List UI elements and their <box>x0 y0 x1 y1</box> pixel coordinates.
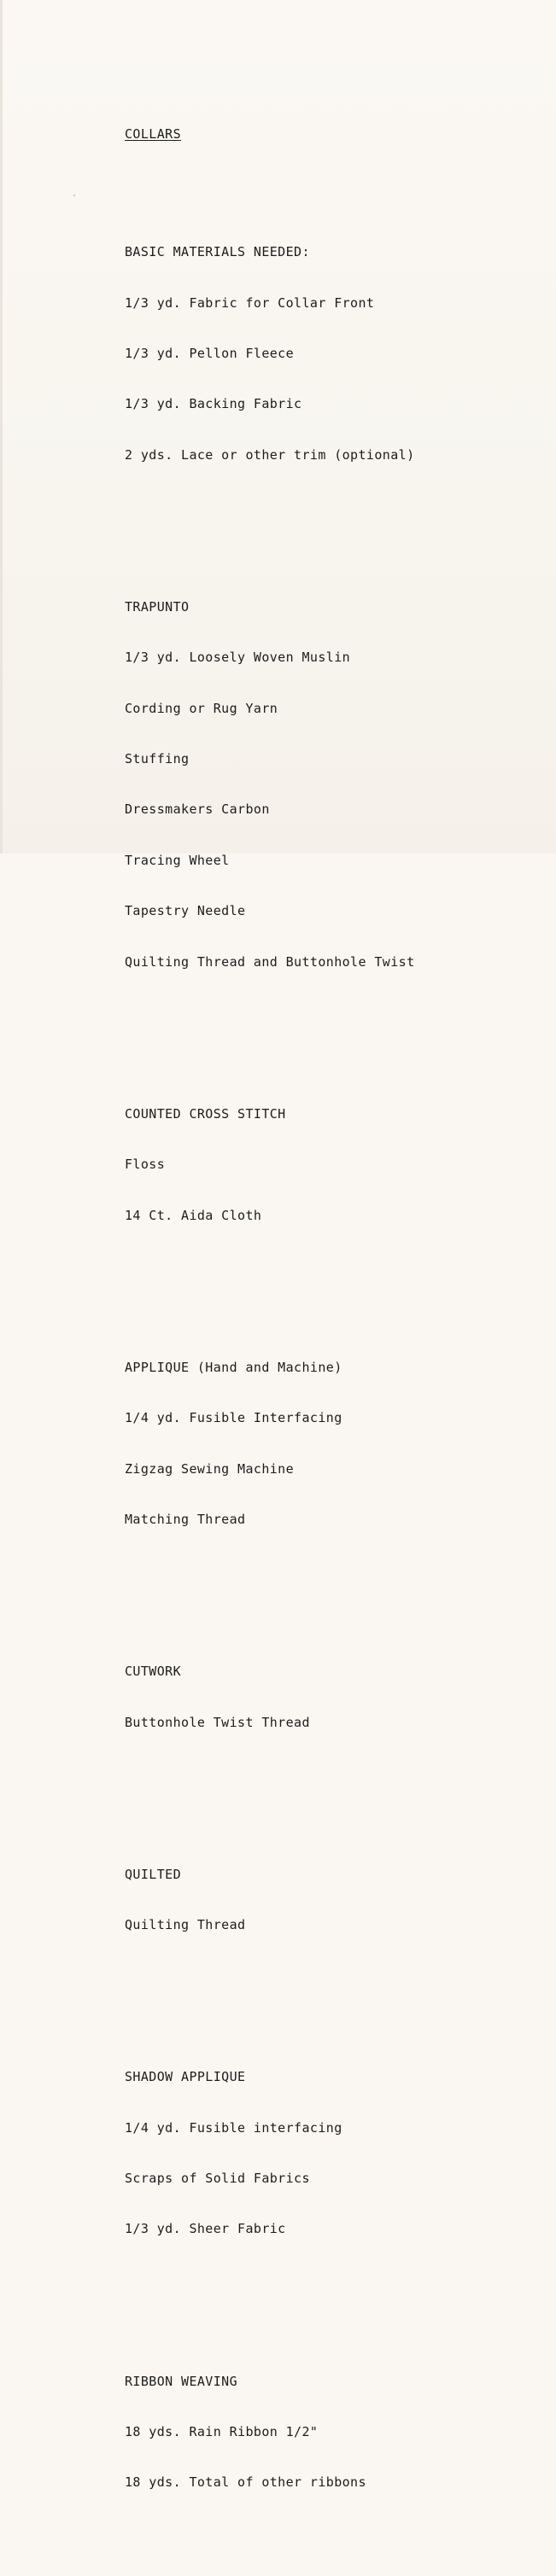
list-item: 2 yds. Lace or other trim (optional) <box>125 446 415 463</box>
list-item: 18 yds. Total of other ribbons <box>125 2474 366 2491</box>
list-item: Stuffing <box>125 751 190 767</box>
list-item: Matching Thread <box>125 1511 246 1527</box>
document-body <box>125 92 543 2576</box>
section-heading: QUILTED <box>125 1866 182 1882</box>
page-edge-shadow <box>0 0 3 854</box>
list-item: 1/3 yd. Pellon Fleece <box>125 345 295 361</box>
list-item: Quilting Thread <box>125 1917 246 1933</box>
section-basic-materials <box>125 211 543 498</box>
section-trapunto <box>125 565 543 1005</box>
section-heading: RIBBON WEAVING <box>125 2373 238 2389</box>
list-item: Tapestry Needle <box>125 903 246 919</box>
list-item: Zigzag Sewing Machine <box>125 1460 295 1477</box>
list-item: Tracing Wheel <box>125 852 230 868</box>
section-heading: CUTWORK <box>125 1664 182 1680</box>
section-applique <box>125 1326 543 1562</box>
section-quilted <box>125 1833 543 1967</box>
list-item: 1/3 yd. Loosely Woven Muslin <box>125 650 351 666</box>
section-heading: SHADOW APPLIQUE <box>125 2069 246 2085</box>
list-item: 14 Ct. Aida Cloth <box>125 1207 262 1223</box>
list-item: Quilting Thread and Buttonhole Twist <box>125 953 415 970</box>
list-item: Scraps of Solid Fabrics <box>125 2171 310 2187</box>
section-heading: BASIC MATERIALS NEEDED: <box>125 244 310 260</box>
section-ribbon-weaving <box>125 2340 543 2526</box>
list-item: Buttonhole Twist Thread <box>125 1714 310 1730</box>
list-item: 1/3 yd. Backing Fabric <box>125 396 302 412</box>
list-item: 18 yds. Rain Ribbon 1/2" <box>125 2423 319 2439</box>
section-counted-cross-stitch <box>125 1072 543 1258</box>
list-item: 1/3 yd. Sheer Fabric <box>125 2221 286 2237</box>
paper-speck <box>73 195 75 196</box>
section-heading: APPLIQUE (Hand and Machine) <box>125 1359 342 1375</box>
list-item: Dressmakers Carbon <box>125 801 270 818</box>
list-item: Floss <box>125 1157 166 1173</box>
list-item: 1/4 yd. Fusible interfacing <box>125 2119 342 2136</box>
document-title: COLLARS <box>125 125 182 142</box>
section-heading: TRAPUNTO <box>125 598 190 615</box>
list-item: Cording or Rug Yarn <box>125 700 278 716</box>
list-item: 1/3 yd. Fabric for Collar Front <box>125 294 375 311</box>
section-shadow-applique <box>125 2036 543 2272</box>
list-item: 1/4 yd. Fusible Interfacing <box>125 1410 342 1426</box>
section-cutwork <box>125 1630 543 1765</box>
section-heading: COUNTED CROSS STITCH <box>125 1105 286 1122</box>
